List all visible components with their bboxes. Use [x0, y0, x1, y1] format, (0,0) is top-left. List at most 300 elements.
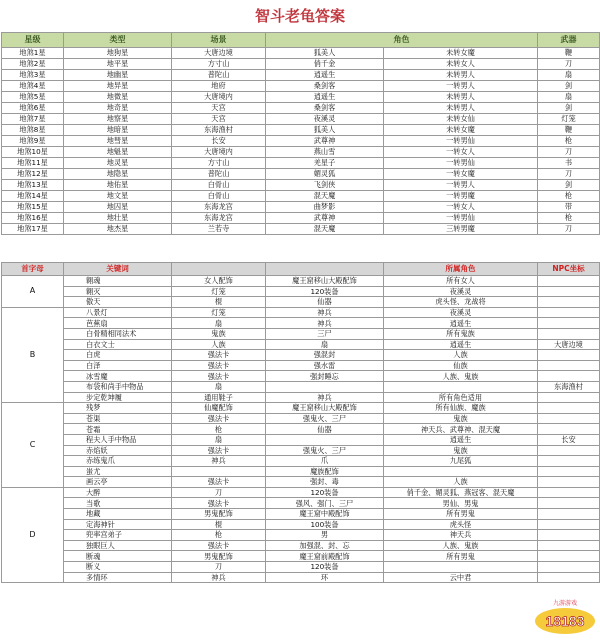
table-row — [2, 92, 600, 103]
table-cell: 地杰星 — [64, 224, 172, 235]
table-cell: 地煞4星 — [2, 81, 64, 92]
table-cell: 未转女魔 — [384, 48, 538, 59]
table-cell: 地煞2星 — [2, 59, 64, 70]
header-row — [2, 33, 600, 48]
npc-cell — [538, 286, 600, 297]
npc-cell — [538, 360, 600, 371]
detail-cell: 扇 — [266, 339, 384, 350]
keyword-cell: 白衣文士 — [64, 339, 172, 350]
table-cell: 桑剑客 — [266, 81, 384, 92]
table-row — [2, 191, 600, 202]
table-cell: 三转男魔 — [384, 224, 538, 235]
table-cell: 一转男人 — [384, 81, 538, 92]
role-cell: 鬼族 — [384, 413, 538, 424]
role-cell: 所有男鬼 — [384, 509, 538, 520]
table-cell: 地煞3星 — [2, 70, 64, 81]
table-row — [2, 48, 600, 59]
table-cell: 地煞7星 — [2, 114, 64, 125]
npc-cell — [538, 551, 600, 562]
header-cell: 所属角色 — [384, 263, 538, 276]
detail-cell: 120装备 — [266, 487, 384, 498]
table-row — [2, 213, 600, 224]
table-cell: 大唐边境 — [172, 48, 266, 59]
role-cell: 逍遥生 — [384, 434, 538, 445]
watermark-small-text: 九游游戏 — [552, 601, 578, 607]
table-cell: 俏千金 — [266, 59, 384, 70]
table-cell: 兰若寺 — [172, 224, 266, 235]
role-cell: 虎头怪 — [384, 519, 538, 530]
table-cell: 白骨山 — [172, 180, 266, 191]
table-cell: 地佑星 — [64, 180, 172, 191]
role-cell: 夜溪灵 — [384, 286, 538, 297]
table-cell: 地微星 — [64, 92, 172, 103]
table-row — [2, 276, 600, 287]
detail-cell: 120装备 — [266, 286, 384, 297]
table-cell: 地煞15星 — [2, 202, 64, 213]
header-cell: 首字母 — [2, 263, 64, 276]
npc-cell — [538, 477, 600, 488]
header-cell: 类型 — [64, 33, 172, 48]
role-cell — [384, 562, 538, 573]
table-row — [2, 466, 600, 477]
table-row — [2, 519, 600, 530]
type-cell: 神兵 — [172, 456, 266, 467]
role-cell: 夜溪灵 — [384, 307, 538, 318]
group-letter: B — [2, 307, 64, 402]
table-cell: 带 — [538, 202, 600, 213]
table-cell: 剑 — [538, 103, 600, 114]
table-row — [2, 424, 600, 435]
table-cell: 枪 — [538, 191, 600, 202]
role-cell: 俏千金、媚灵狐、燕冠客、混天魔 — [384, 487, 538, 498]
table-cell: 地煞12星 — [2, 169, 64, 180]
type-cell: 强法卡 — [172, 445, 266, 456]
type-cell: 灯笼 — [172, 307, 266, 318]
keyword-cell: 白泽 — [64, 360, 172, 371]
table-cell: 地平星 — [64, 59, 172, 70]
npc-cell — [538, 456, 600, 467]
type-cell: 男鬼配饰 — [172, 509, 266, 520]
table-row — [2, 286, 600, 297]
table-cell: 混天魔 — [266, 224, 384, 235]
table-row — [2, 136, 600, 147]
role-cell: 男仙、男鬼 — [384, 498, 538, 509]
table-cell: 飞剑侠 — [266, 180, 384, 191]
table-cell: 地狗星 — [64, 48, 172, 59]
npc-cell — [538, 328, 600, 339]
keyword-cell: 苍渠 — [64, 413, 172, 424]
npc-cell — [538, 307, 600, 318]
table-cell: 地煞9星 — [2, 136, 64, 147]
table-row — [2, 180, 600, 191]
watermark-logo — [534, 594, 596, 636]
role-cell: 逍遥生 — [384, 339, 538, 350]
role-cell: 所有女人 — [384, 276, 538, 287]
detail-cell: 神兵 — [266, 318, 384, 329]
npc-cell — [538, 530, 600, 541]
type-cell: 刀 — [172, 562, 266, 573]
table-cell: 一转女人 — [384, 202, 538, 213]
table-row — [2, 487, 600, 498]
detail-cell: 魔王窟中殿配饰 — [266, 509, 384, 520]
table-cell: 一转男魔 — [384, 191, 538, 202]
header-cell: 场景 — [172, 33, 266, 48]
detail-cell — [266, 381, 384, 392]
role-cell: 逍遥生 — [384, 318, 538, 329]
detail-cell: 魔族配饰 — [266, 466, 384, 477]
npc-cell — [538, 445, 600, 456]
table-cell: 地煞16星 — [2, 213, 64, 224]
keyword-cell: 断魂 — [64, 551, 172, 562]
type-cell: 强法卡 — [172, 540, 266, 551]
npc-cell — [538, 371, 600, 382]
table-cell: 一转女人 — [384, 147, 538, 158]
table-cell: 枪 — [538, 136, 600, 147]
npc-cell: 东海渔村 — [538, 381, 600, 392]
detail-cell: 强封睡忘 — [266, 371, 384, 382]
table-row — [2, 498, 600, 509]
table-cell: 天宫 — [172, 103, 266, 114]
table-cell: 地煞17星 — [2, 224, 64, 235]
detail-cell: 100装备 — [266, 519, 384, 530]
detail-cell: 强鬼火、三尸 — [266, 445, 384, 456]
role-cell: 神天兵 — [384, 530, 538, 541]
role-cell: 鬼族 — [384, 445, 538, 456]
detail-cell: 神兵 — [266, 392, 384, 403]
table-row — [2, 70, 600, 81]
keyword-cell: 画云亭 — [64, 477, 172, 488]
type-cell: 刀 — [172, 487, 266, 498]
table-cell: 刀 — [538, 224, 600, 235]
table-row — [2, 477, 600, 488]
keyword-cell: 断义 — [64, 562, 172, 573]
table-cell: 桑剑客 — [266, 103, 384, 114]
table-cell: 夜溪灵 — [266, 114, 384, 125]
keyword-cell: 白骨精相同法术 — [64, 328, 172, 339]
keyword-cell: 赤焰妖 — [64, 445, 172, 456]
detail-cell: 120装备 — [266, 562, 384, 573]
npc-cell — [538, 403, 600, 414]
role-cell: 人族、鬼族 — [384, 371, 538, 382]
type-cell: 枪 — [172, 424, 266, 435]
table-cell: 白骨山 — [172, 191, 266, 202]
table-cell: 地异星 — [64, 81, 172, 92]
table-cell: 大唐境内 — [172, 92, 266, 103]
type-cell: 强法卡 — [172, 413, 266, 424]
table-row — [2, 434, 600, 445]
role-cell: 所有鬼族 — [384, 328, 538, 339]
role-cell: 神天兵、武尊神、混天魔 — [384, 424, 538, 435]
table-row — [2, 530, 600, 541]
keyword-cell: 步定乾坤履 — [64, 392, 172, 403]
keyword-cell: 蚩尤 — [64, 466, 172, 477]
detail-cell: 爪 — [266, 456, 384, 467]
type-cell: 人族 — [172, 339, 266, 350]
npc-cell — [538, 424, 600, 435]
npc-cell — [538, 498, 600, 509]
table-cell: 一转男仙 — [384, 136, 538, 147]
keyword-cell: 兜率宫弟子 — [64, 530, 172, 541]
npc-cell — [538, 509, 600, 520]
detail-cell: 强混封 — [266, 350, 384, 361]
table-cell: 未转女仙 — [384, 114, 538, 125]
table-row — [2, 551, 600, 562]
table-cell: 地魁星 — [64, 147, 172, 158]
watermark-text: 18183 — [545, 613, 585, 629]
type-cell: 神兵 — [172, 572, 266, 583]
table-row — [2, 562, 600, 573]
type-cell: 强法卡 — [172, 498, 266, 509]
table-cell: 地煞10星 — [2, 147, 64, 158]
table-cell: 地奇星 — [64, 103, 172, 114]
type-cell: 通用鞋子 — [172, 392, 266, 403]
table-cell: 混天魔 — [266, 191, 384, 202]
table-cell: 大唐境内 — [172, 147, 266, 158]
table-cell: 剑 — [538, 81, 600, 92]
role-cell — [384, 381, 538, 392]
table-cell: 东海渔村 — [172, 125, 266, 136]
keyword-cell: 冰雪魔 — [64, 371, 172, 382]
table-cell: 狐美人 — [266, 125, 384, 136]
role-cell: 仙族 — [384, 360, 538, 371]
keyword-cell: 八景灯 — [64, 307, 172, 318]
keyword-cell: 定海神针 — [64, 519, 172, 530]
npc-cell: 大唐边境 — [538, 339, 600, 350]
table-row — [2, 572, 600, 583]
keyword-cell: 翱魂 — [64, 276, 172, 287]
table-row — [2, 59, 600, 70]
table-cell: 武尊神 — [266, 213, 384, 224]
table-cell: 刀 — [538, 147, 600, 158]
table-cell: 普陀山 — [172, 169, 266, 180]
table-cell: 地察星 — [64, 114, 172, 125]
npc-cell — [538, 540, 600, 551]
table-cell: 剑 — [538, 180, 600, 191]
role-cell: 虎头怪、龙战将 — [384, 297, 538, 308]
table-cell: 曲梦影 — [266, 202, 384, 213]
keyword-cell: 芭蕉扇 — [64, 318, 172, 329]
type-cell: 扇 — [172, 381, 266, 392]
table-cell: 地囚星 — [64, 202, 172, 213]
table-cell: 地灵星 — [64, 158, 172, 169]
group-letter: A — [2, 276, 64, 308]
table-row — [2, 350, 600, 361]
role-cell: 九尾狐 — [384, 456, 538, 467]
table-row — [2, 456, 600, 467]
type-cell: 女人配饰 — [172, 276, 266, 287]
type-cell: 灯笼 — [172, 286, 266, 297]
table-cell: 地煞13星 — [2, 180, 64, 191]
table-row — [2, 307, 600, 318]
header-cell: NPC坐标 — [538, 263, 600, 276]
table-cell: 未转女魔 — [384, 125, 538, 136]
table-row — [2, 224, 600, 235]
table-cell: 一转男仙 — [384, 158, 538, 169]
table-cell: 地煞5星 — [2, 92, 64, 103]
role-cell: 人族、鬼族 — [384, 540, 538, 551]
keyword-cell: 多情环 — [64, 572, 172, 583]
table-cell: 地煞1星 — [2, 48, 64, 59]
npc-cell — [538, 297, 600, 308]
keyword-cell: 地藏 — [64, 509, 172, 520]
table-row — [2, 169, 600, 180]
table-row — [2, 81, 600, 92]
type-cell: 扇 — [172, 318, 266, 329]
table-cell: 方寸山 — [172, 158, 266, 169]
table-cell: 扇 — [538, 92, 600, 103]
type-cell: 鬼族 — [172, 328, 266, 339]
table-cell: 扇 — [538, 70, 600, 81]
table-cell: 未转男人 — [384, 92, 538, 103]
keyword-cell: 残梦 — [64, 403, 172, 414]
type-cell: 棍 — [172, 519, 266, 530]
table-cell: 东海龙宫 — [172, 213, 266, 224]
table-row — [2, 371, 600, 382]
table-row — [2, 114, 600, 125]
type-cell: 扇 — [172, 434, 266, 445]
type-cell: 强法卡 — [172, 371, 266, 382]
detail-cell: 加强混、封、忘 — [266, 540, 384, 551]
keyword-cell: 当歌 — [64, 498, 172, 509]
table-cell: 地煞11星 — [2, 158, 64, 169]
keyword-cell: 大醉 — [64, 487, 172, 498]
table-cell: 刀 — [538, 59, 600, 70]
table-cell: 刀 — [538, 169, 600, 180]
keyword-cell: 布袋和尚手中物品 — [64, 381, 172, 392]
table-cell: 未转女人 — [384, 59, 538, 70]
keyword-cell: 苍霜 — [64, 424, 172, 435]
table-row — [2, 125, 600, 136]
table-cell: 地彗星 — [64, 136, 172, 147]
detail-cell: 魔王窟前殿配饰 — [266, 551, 384, 562]
role-cell: 所有男鬼 — [384, 551, 538, 562]
detail-cell: 强鬼火、三尸 — [266, 413, 384, 424]
detail-cell: 仙器 — [266, 424, 384, 435]
detail-cell: 环 — [266, 572, 384, 583]
table-cell: 天宫 — [172, 114, 266, 125]
detail-cell: 男 — [266, 530, 384, 541]
npc-cell — [538, 562, 600, 573]
table-cell: 逍遥生 — [266, 92, 384, 103]
table-cell: 媚灵狐 — [266, 169, 384, 180]
detail-cell — [266, 434, 384, 445]
group-letter: C — [2, 403, 64, 488]
detail-cell: 强风、强门、三尸 — [266, 498, 384, 509]
table-cell: 长安 — [172, 136, 266, 147]
role-cell: 所有仙族、魔族 — [384, 403, 538, 414]
table-cell: 鞭 — [538, 48, 600, 59]
table-cell: 枪 — [538, 213, 600, 224]
detail-cell: 强封、毒 — [266, 477, 384, 488]
table-row — [2, 339, 600, 350]
table-cell: 地府 — [172, 81, 266, 92]
table-cell: 羌星子 — [266, 158, 384, 169]
table-cell: 普陀山 — [172, 70, 266, 81]
table-cell: 地幽星 — [64, 70, 172, 81]
type-cell: 强法卡 — [172, 360, 266, 371]
table-cell: 燕山雪 — [266, 147, 384, 158]
npc-cell: 长安 — [538, 434, 600, 445]
header-cell: 角色 — [266, 33, 538, 48]
table-cell: 方寸山 — [172, 59, 266, 70]
npc-cell — [538, 392, 600, 403]
star-table — [1, 32, 600, 235]
role-cell: 云中君 — [384, 572, 538, 583]
npc-cell — [538, 318, 600, 329]
table-cell: 书 — [538, 158, 600, 169]
npc-cell — [538, 350, 600, 361]
npc-cell — [538, 487, 600, 498]
table-row — [2, 158, 600, 169]
table-cell: 地暗星 — [64, 125, 172, 136]
table-cell: 地壮星 — [64, 213, 172, 224]
table-cell: 狐美人 — [266, 48, 384, 59]
table-cell: 地隐星 — [64, 169, 172, 180]
table-cell: 未转男人 — [384, 103, 538, 114]
table-row — [2, 103, 600, 114]
table-row — [2, 540, 600, 551]
header-cell: 武器 — [538, 33, 600, 48]
table-cell: 地文星 — [64, 191, 172, 202]
keyword-table — [1, 262, 600, 583]
header-row — [2, 263, 600, 276]
detail-cell: 魔王窟移山大殿配饰 — [266, 276, 384, 287]
type-cell: 强法卡 — [172, 350, 266, 361]
table-cell: 未转男人 — [384, 70, 538, 81]
table-row — [2, 381, 600, 392]
detail-cell: 三尸 — [266, 328, 384, 339]
table-row — [2, 328, 600, 339]
table-cell: 地煞8星 — [2, 125, 64, 136]
role-cell — [384, 466, 538, 477]
table-cell: 东海龙宫 — [172, 202, 266, 213]
npc-cell — [538, 572, 600, 583]
detail-cell: 强水雷 — [266, 360, 384, 371]
table-row — [2, 403, 600, 414]
header-cell — [266, 263, 384, 276]
table-cell: 逍遥生 — [266, 70, 384, 81]
table-cell: 一转男人 — [384, 180, 538, 191]
table-row — [2, 509, 600, 520]
table-row — [2, 445, 600, 456]
table-row — [2, 392, 600, 403]
table-row — [2, 413, 600, 424]
table-row — [2, 360, 600, 371]
table-cell: 灯笼 — [538, 114, 600, 125]
keyword-cell: 独眼巨人 — [64, 540, 172, 551]
table-row — [2, 297, 600, 308]
keyword-cell: 翱灭 — [64, 286, 172, 297]
header-cell — [172, 263, 266, 276]
page-title: 智斗老龟答案 — [254, 7, 345, 25]
keyword-cell: 傲天 — [64, 297, 172, 308]
type-cell: 强法卡 — [172, 477, 266, 488]
role-cell: 人族 — [384, 477, 538, 488]
detail-cell: 仙器 — [266, 297, 384, 308]
type-cell: 男鬼配饰 — [172, 551, 266, 562]
type-cell: 枪 — [172, 530, 266, 541]
type-cell: 棍 — [172, 297, 266, 308]
table-cell: 武尊神 — [266, 136, 384, 147]
table-cell: 一转女魔 — [384, 169, 538, 180]
table-cell: 地煞6星 — [2, 103, 64, 114]
table-cell: 一转男仙 — [384, 213, 538, 224]
table-cell: 鞭 — [538, 125, 600, 136]
role-cell: 所有角色适用 — [384, 392, 538, 403]
table-row — [2, 318, 600, 329]
type-cell: 仙魔配饰 — [172, 403, 266, 414]
npc-cell — [538, 413, 600, 424]
